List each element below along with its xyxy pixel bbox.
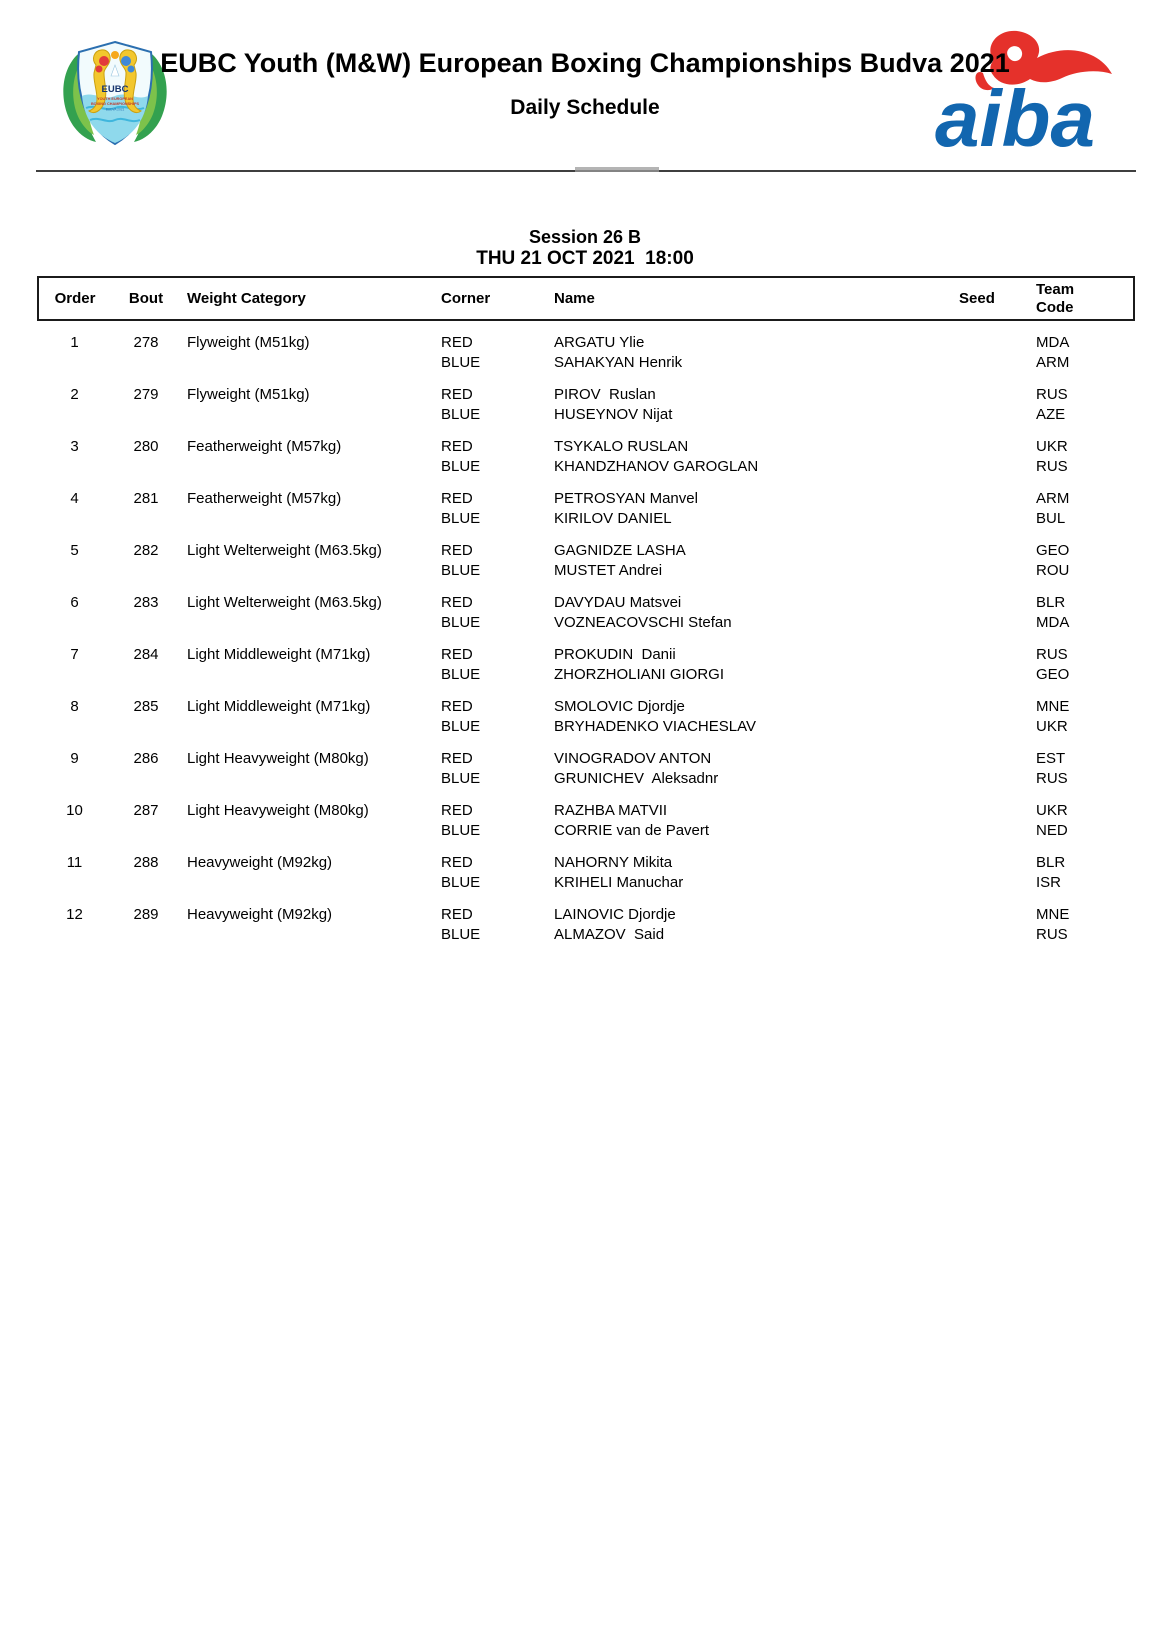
- page-title: EUBC Youth (M&W) European Boxing Championships Budva 2021: [160, 48, 1010, 78]
- blue-corner-label: BLUE: [441, 458, 481, 475]
- bout-team-cell: [1026, 789, 1134, 841]
- red-corner-label: RED: [441, 490, 473, 507]
- bout-number: 283: [133, 594, 159, 611]
- bout-number: 282: [133, 542, 159, 559]
- col-header-seed: Seed: [956, 277, 1026, 320]
- blue-corner-label: BLUE: [441, 354, 481, 371]
- red-corner-label: RED: [441, 594, 473, 611]
- session-title: Session 26 B: [528, 227, 642, 247]
- bout-seed-cell: [956, 633, 1026, 685]
- bout-name-cell: [549, 893, 956, 945]
- bout-weight-category: Light Welterweight (M63.5kg): [187, 594, 382, 611]
- bout-number: 288: [133, 854, 159, 871]
- table-row: [38, 893, 1134, 945]
- bout-corner-cell: [436, 789, 549, 841]
- bout-corner-cell: [436, 893, 549, 945]
- blue-boxer-name: ZHORZHOLIANI GIORGI: [554, 666, 725, 683]
- bout-name-cell: [549, 737, 956, 789]
- schedule-table-header: [38, 277, 1134, 320]
- bout-weight-category: Light Heavyweight (M80kg): [187, 802, 369, 819]
- emblem-line2-text: BOXING CHAMPIONSHIPS: [90, 102, 140, 106]
- bout-seed-cell: [956, 529, 1026, 581]
- col-header-weight-category: Weight Category: [181, 277, 436, 320]
- bout-team-cell: [1026, 581, 1134, 633]
- blue-corner-label: BLUE: [441, 510, 481, 527]
- bout-seed-cell: [956, 477, 1026, 529]
- red-team-code: RUS: [1036, 646, 1068, 663]
- emblem-name-text: EUBC: [101, 84, 129, 95]
- bout-name-cell: [549, 685, 956, 737]
- session-datetime: THU 21 OCT 2021 18:00: [476, 248, 694, 269]
- red-boxer-name: PIROV Ruslan: [554, 386, 656, 403]
- red-corner-label: RED: [441, 542, 473, 559]
- bout-seed-cell: [956, 685, 1026, 737]
- blue-boxer-name: KIRILOV DANIEL: [554, 510, 672, 527]
- col-header-corner: Corner: [436, 277, 549, 320]
- schedule-table-body: [38, 320, 1134, 945]
- bout-name-cell: [549, 425, 956, 477]
- emblem-line3-text: BUDVA 2021: [105, 107, 125, 112]
- bout-order-number: 10: [66, 802, 83, 819]
- bout-weight-category: Featherweight (M57kg): [187, 490, 342, 507]
- bout-team-cell: [1026, 685, 1134, 737]
- bout-name-cell: [549, 633, 956, 685]
- bout-number: 278: [133, 334, 159, 351]
- bout-weight-category: Light Middleweight (M71kg): [187, 698, 371, 715]
- red-boxer-name: SMOLOVIC Djordje: [554, 698, 685, 715]
- bout-weight-category: Flyweight (M51kg): [187, 386, 310, 403]
- bout-corner-cell: [436, 320, 549, 373]
- blue-boxer-name: ALMAZOV Said: [554, 926, 665, 943]
- red-corner-label: RED: [441, 698, 473, 715]
- blue-team-code: ARM: [1036, 354, 1070, 371]
- blue-team-code: ROU: [1036, 562, 1070, 579]
- emblem-line1-text: YOUTH EUROPEAN: [97, 97, 133, 101]
- bout-order-number: 4: [70, 490, 79, 507]
- bout-number: 284: [133, 646, 159, 663]
- bout-order-number: 9: [70, 750, 79, 767]
- blue-team-code: RUS: [1036, 458, 1068, 475]
- table-row: [38, 633, 1134, 685]
- red-team-code: ARM: [1036, 490, 1070, 507]
- red-boxer-name: DAVYDAU Matsvei: [554, 594, 682, 611]
- bout-seed-cell: [956, 425, 1026, 477]
- red-boxer-name: VINOGRADOV ANTON: [554, 750, 712, 767]
- bout-name-cell: [549, 477, 956, 529]
- blue-corner-label: BLUE: [441, 874, 481, 891]
- bout-name-cell: [549, 373, 956, 425]
- page-subtitle: Daily Schedule: [510, 96, 660, 119]
- red-team-code: BLR: [1036, 594, 1066, 611]
- red-corner-label: RED: [441, 750, 473, 767]
- table-row: [38, 841, 1134, 893]
- red-boxer-name: PROKUDIN Danii: [554, 646, 676, 663]
- table-row: [38, 581, 1134, 633]
- red-boxer-name: NAHORNY Mikita: [554, 854, 673, 871]
- col-header-bout: Bout: [111, 277, 181, 320]
- bout-name-cell: [549, 841, 956, 893]
- bout-team-cell: [1026, 477, 1134, 529]
- bout-team-cell: [1026, 320, 1134, 373]
- blue-boxer-name: HUSEYNOV Nijat: [554, 406, 673, 423]
- bout-seed-cell: [956, 893, 1026, 945]
- bout-seed-cell: [956, 841, 1026, 893]
- bout-order-number: 2: [70, 386, 79, 403]
- bout-seed-cell: [956, 789, 1026, 841]
- red-corner-label: RED: [441, 802, 473, 819]
- red-team-code: UKR: [1036, 802, 1068, 819]
- table-row: [38, 373, 1134, 425]
- bout-order-number: 12: [66, 906, 83, 923]
- schedule-table: [37, 276, 1135, 945]
- blue-team-code: UKR: [1036, 718, 1068, 735]
- red-corner-label: RED: [441, 646, 473, 663]
- bout-corner-cell: [436, 685, 549, 737]
- bout-seed-cell: [956, 737, 1026, 789]
- red-corner-label: RED: [441, 906, 473, 923]
- red-boxer-name: GAGNIDZE LASHA: [554, 542, 686, 559]
- table-row: [38, 685, 1134, 737]
- bout-weight-category: Light Heavyweight (M80kg): [187, 750, 369, 767]
- bout-seed-cell: [956, 581, 1026, 633]
- blue-boxer-name: GRUNICHEV Aleksadnr: [554, 770, 719, 787]
- bout-name-cell: [549, 529, 956, 581]
- bout-order-number: 8: [70, 698, 79, 715]
- table-row: [38, 737, 1134, 789]
- bout-order-number: 5: [70, 542, 79, 559]
- bout-corner-cell: [436, 425, 549, 477]
- bout-corner-cell: [436, 633, 549, 685]
- blue-team-code: ISR: [1036, 874, 1062, 891]
- red-team-code: RUS: [1036, 386, 1068, 403]
- header-divider: [36, 170, 1136, 172]
- bout-weight-category: Featherweight (M57kg): [187, 438, 342, 455]
- bout-order-number: 11: [66, 854, 83, 871]
- blue-team-code: BUL: [1036, 510, 1066, 527]
- bout-corner-cell: [436, 477, 549, 529]
- aiba-logo-text: aiba: [934, 74, 1096, 160]
- table-row: [38, 529, 1134, 581]
- bout-name-cell: [549, 789, 956, 841]
- bout-number: 287: [133, 802, 159, 819]
- red-team-code: MNE: [1036, 698, 1070, 715]
- blue-corner-label: BLUE: [441, 614, 481, 631]
- bout-seed-cell: [956, 373, 1026, 425]
- bout-name-cell: [549, 581, 956, 633]
- blue-boxer-name: KHANDZHANOV GAROGLAN: [554, 458, 759, 475]
- bout-weight-category: Flyweight (M51kg): [187, 334, 310, 351]
- blue-boxer-name: MUSTET Andrei: [554, 562, 663, 579]
- blue-corner-label: BLUE: [441, 562, 481, 579]
- bout-number: 289: [133, 906, 159, 923]
- col-header-name: Name: [549, 277, 956, 320]
- red-team-code: BLR: [1036, 854, 1066, 871]
- red-team-code: MDA: [1036, 334, 1070, 351]
- blue-team-code: MDA: [1036, 614, 1070, 631]
- red-corner-label: RED: [441, 854, 473, 871]
- bout-team-cell: [1026, 841, 1134, 893]
- blue-corner-label: BLUE: [441, 770, 481, 787]
- bout-order-number: 3: [70, 438, 79, 455]
- bout-weight-category: Heavyweight (M92kg): [187, 906, 333, 923]
- red-boxer-name: RAZHBA MATVII: [554, 802, 668, 819]
- bout-corner-cell: [436, 581, 549, 633]
- blue-team-code: AZE: [1036, 406, 1066, 423]
- bout-corner-cell: [436, 373, 549, 425]
- blue-corner-label: BLUE: [441, 406, 481, 423]
- bout-team-cell: [1026, 529, 1134, 581]
- red-boxer-name: TSYKALO RUSLAN: [554, 438, 689, 455]
- bout-corner-cell: [436, 841, 549, 893]
- bout-weight-category: Light Welterweight (M63.5kg): [187, 542, 382, 559]
- bout-team-cell: [1026, 373, 1134, 425]
- blue-boxer-name: BRYHADENKO VIACHESLAV: [554, 718, 757, 735]
- bout-corner-cell: [436, 737, 549, 789]
- table-row: [38, 425, 1134, 477]
- bout-name-cell: [549, 320, 956, 373]
- col-header-order: Order: [38, 277, 111, 320]
- col-header-team-code: Team Code: [1026, 277, 1134, 320]
- blue-team-code: NED: [1036, 822, 1068, 839]
- bout-seed-cell: [956, 320, 1026, 373]
- bout-order-number: 6: [70, 594, 79, 611]
- red-corner-label: RED: [441, 438, 473, 455]
- red-boxer-name: PETROSYAN Manvel: [554, 490, 698, 507]
- blue-team-code: RUS: [1036, 926, 1068, 943]
- blue-boxer-name: KRIHELI Manuchar: [554, 874, 684, 891]
- blue-corner-label: BLUE: [441, 666, 481, 683]
- bout-team-cell: [1026, 737, 1134, 789]
- bout-team-cell: [1026, 425, 1134, 477]
- bout-team-cell: [1026, 893, 1134, 945]
- bout-number: 281: [133, 490, 159, 507]
- red-boxer-name: ARGATU Ylie: [554, 334, 645, 351]
- bout-number: 280: [133, 438, 159, 455]
- bout-weight-category: Light Middleweight (M71kg): [187, 646, 371, 663]
- red-boxer-name: LAINOVIC Djordje: [554, 906, 676, 923]
- blue-corner-label: BLUE: [441, 718, 481, 735]
- bout-order-number: 7: [70, 646, 79, 663]
- bout-number: 285: [133, 698, 159, 715]
- table-row: [38, 477, 1134, 529]
- blue-team-code: RUS: [1036, 770, 1068, 787]
- table-row: [38, 789, 1134, 841]
- bout-team-cell: [1026, 633, 1134, 685]
- red-team-code: EST: [1036, 750, 1066, 767]
- red-team-code: UKR: [1036, 438, 1068, 455]
- bout-number: 279: [133, 386, 159, 403]
- red-team-code: MNE: [1036, 906, 1070, 923]
- table-row: [38, 320, 1134, 373]
- page-header: [0, 0, 1170, 170]
- blue-boxer-name: SAHAKYAN Henrik: [554, 354, 683, 371]
- blue-corner-label: BLUE: [441, 822, 481, 839]
- red-team-code: GEO: [1036, 542, 1070, 559]
- session-block: [0, 226, 1170, 270]
- bout-number: 286: [133, 750, 159, 767]
- blue-boxer-name: CORRIE van de Pavert: [554, 822, 710, 839]
- blue-corner-label: BLUE: [441, 926, 481, 943]
- red-corner-label: RED: [441, 386, 473, 403]
- red-corner-label: RED: [441, 334, 473, 351]
- bout-order-number: 1: [70, 334, 79, 351]
- bout-weight-category: Heavyweight (M92kg): [187, 854, 333, 871]
- bout-corner-cell: [436, 529, 549, 581]
- blue-team-code: GEO: [1036, 666, 1070, 683]
- blue-boxer-name: VOZNEACOVSCHI Stefan: [554, 614, 732, 631]
